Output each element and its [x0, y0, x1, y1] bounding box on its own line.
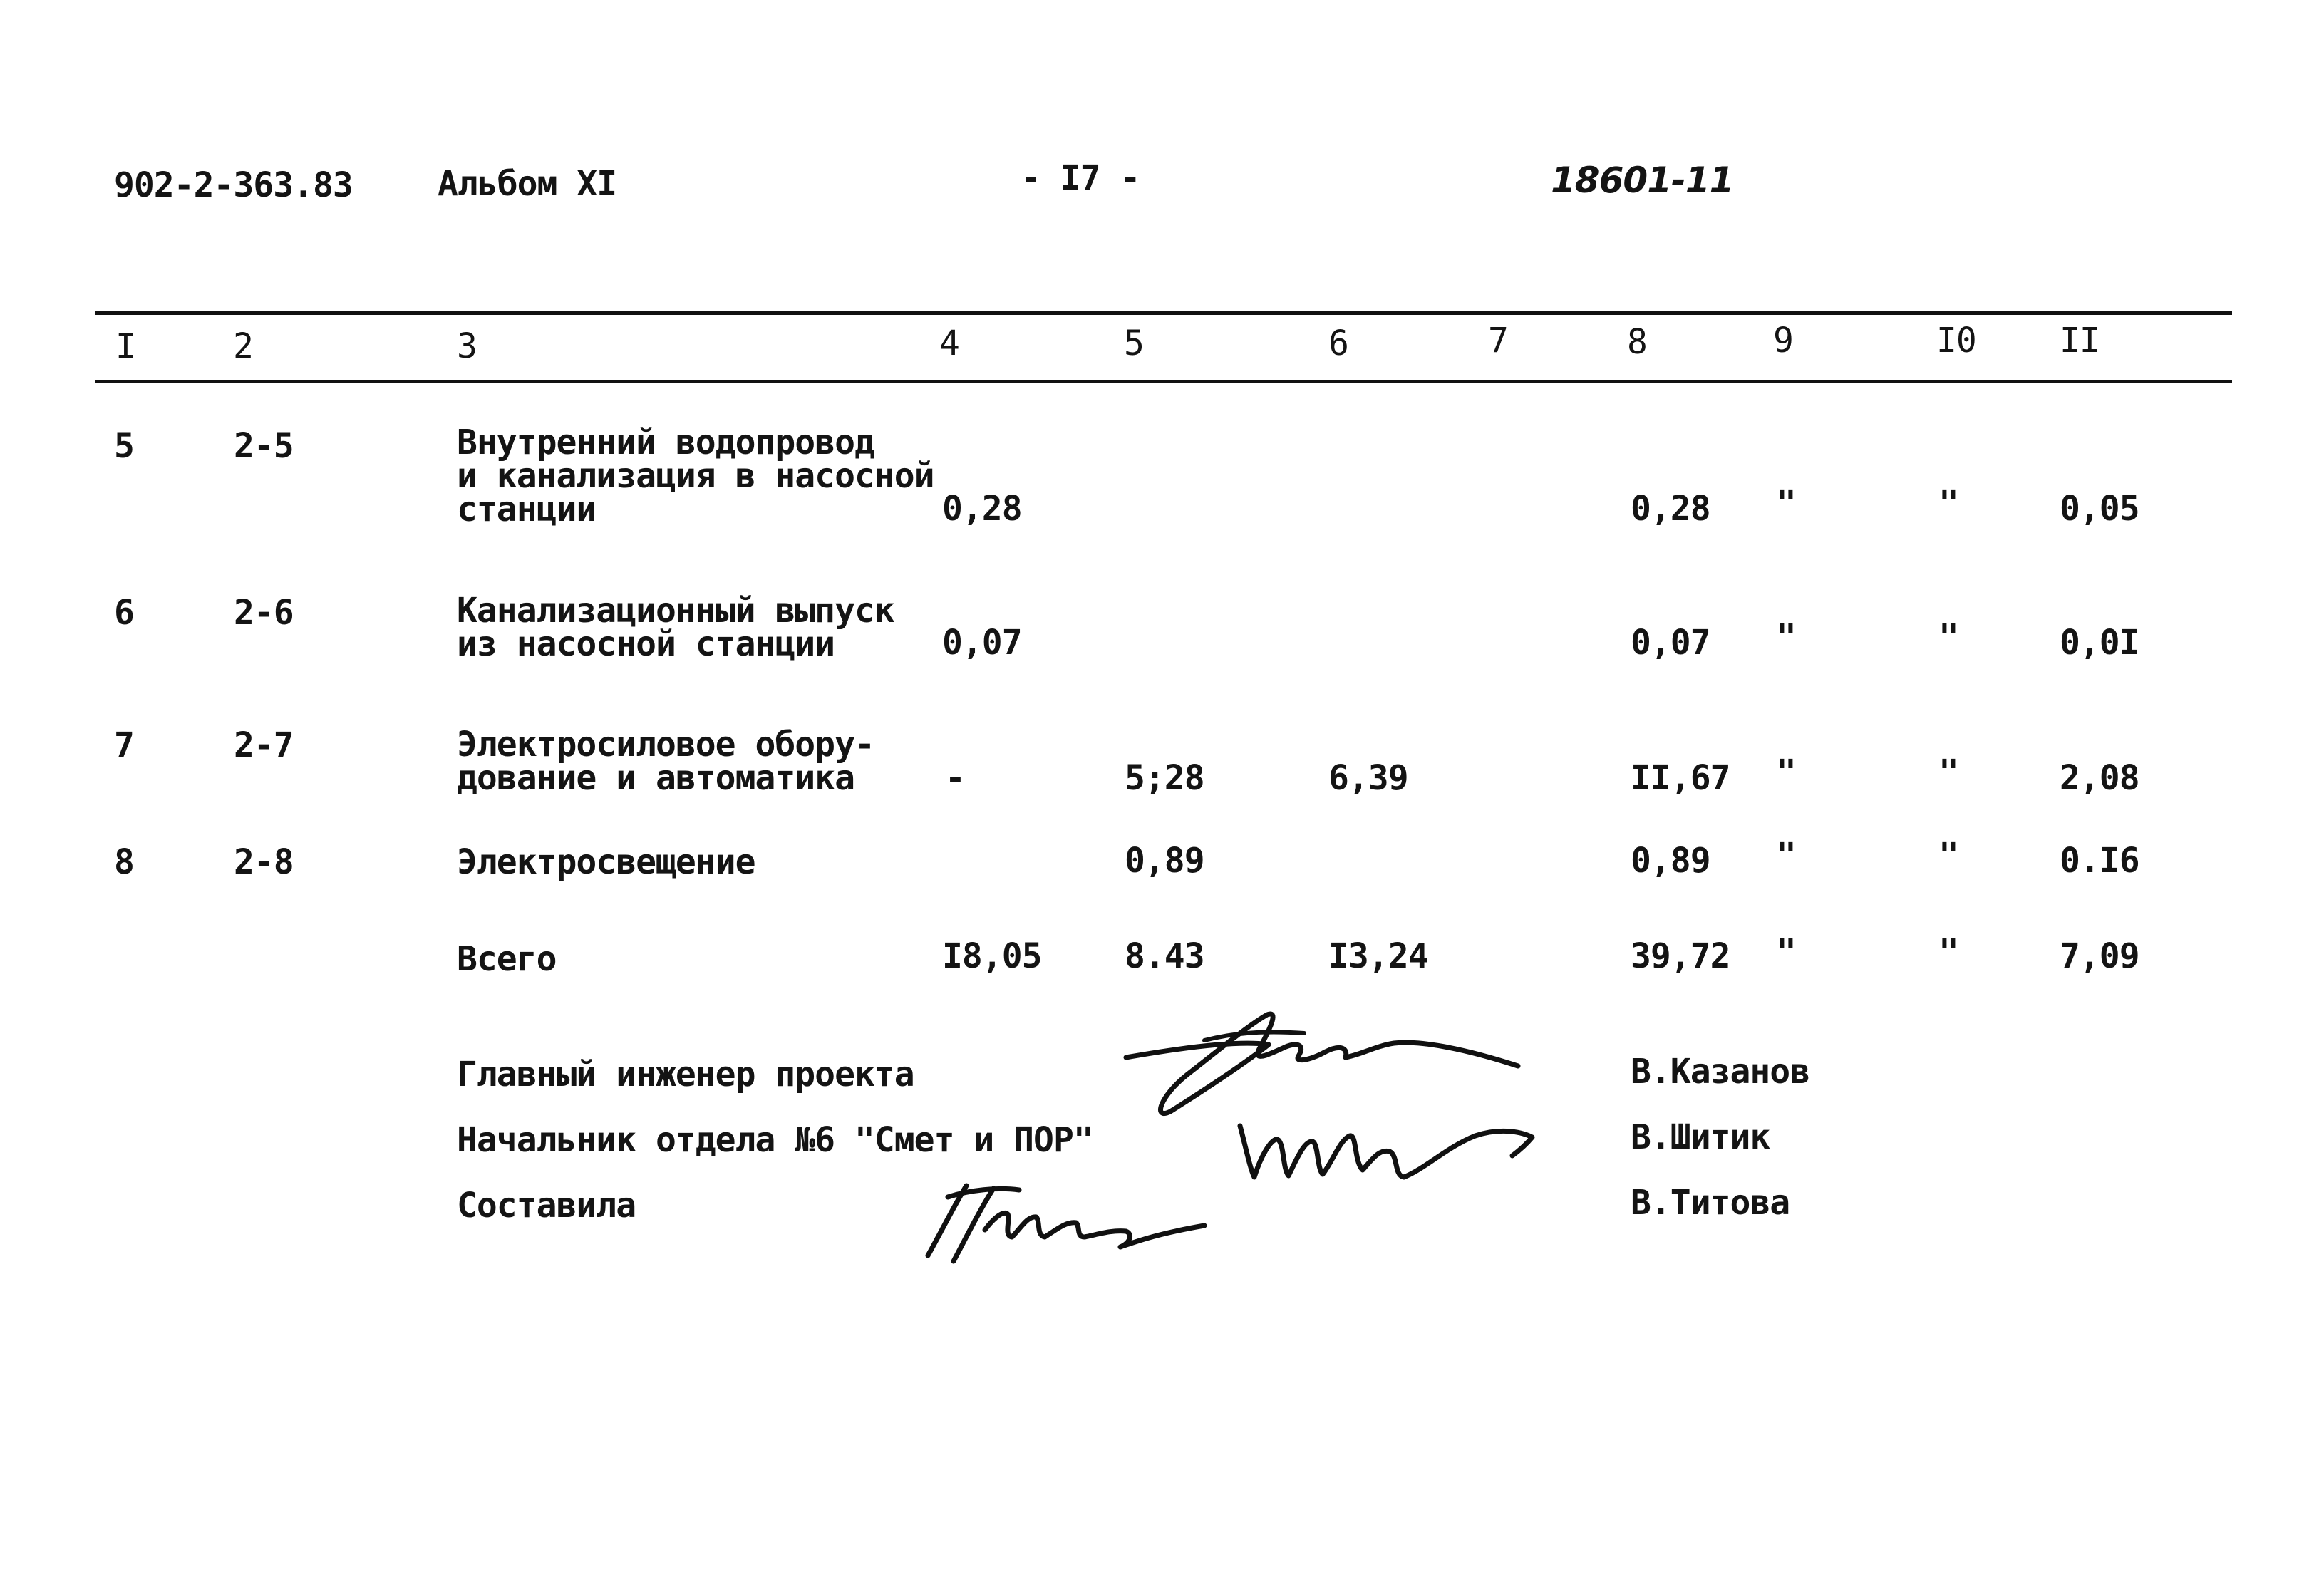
table-header-rule [95, 380, 2232, 383]
row-7-col8: II,67 [1631, 758, 1730, 798]
handwritten-number: 18601-11 [1551, 160, 1734, 201]
row-6-col9: " [1776, 617, 1796, 657]
row-6-no: 6 [114, 593, 134, 633]
signature-shitik-mark [1233, 1112, 1561, 1197]
signature-role-department-head: Начальник отдела №6 "Смет и ПОР" [457, 1120, 1093, 1160]
col-header-5: 5 [1124, 323, 1144, 363]
col-header-6: 6 [1328, 323, 1348, 363]
row-8-col11: 0.I6 [2060, 841, 2139, 881]
row-5-no: 5 [114, 426, 134, 466]
row-5-col9: " [1776, 483, 1796, 523]
signature-name-shitik: В.Шитик [1631, 1117, 1770, 1157]
row-5-col8: 0,28 [1631, 489, 1710, 529]
signature-name-titova: В.Титова [1631, 1183, 1790, 1223]
row-7-name: Электросиловое обору- дование и автоматика [457, 725, 874, 798]
album-label: Альбом XI [438, 164, 617, 204]
total-col6: I3,24 [1328, 936, 1428, 976]
total-col9: " [1776, 932, 1796, 972]
row-5-col10: " [1938, 483, 1958, 523]
total-label: Всего [457, 939, 557, 979]
row-6-col11: 0,0I [2060, 623, 2139, 663]
row-5-col11: 0,05 [2060, 489, 2139, 529]
col-header-11: II [2060, 321, 2100, 361]
row-6-code: 2-6 [234, 593, 294, 633]
col-header-7: 7 [1488, 321, 1508, 361]
row-7-col5: 5;28 [1125, 758, 1204, 798]
row-6-name: Канализационный выпуск из насосной станции [457, 591, 894, 664]
total-col4: I8,05 [942, 936, 1042, 976]
row-8-no: 8 [114, 842, 134, 882]
row-7-code: 2-7 [234, 725, 294, 765]
row-7-col10: " [1938, 752, 1958, 792]
col-header-2: 2 [233, 326, 253, 366]
row-6-col8: 0,07 [1631, 623, 1710, 663]
total-col11: 7,09 [2060, 936, 2139, 976]
col-header-8: 8 [1627, 322, 1647, 362]
total-col5: 8.43 [1125, 936, 1204, 976]
col-header-3: 3 [457, 326, 477, 366]
signature-name-kazanov: В.Казанов [1631, 1052, 1810, 1092]
row-7-col6: 6,39 [1328, 758, 1408, 798]
col-header-10: I0 [1936, 321, 1976, 361]
row-7-col11: 2,08 [2060, 758, 2139, 798]
total-col8: 39,72 [1631, 936, 1730, 976]
doc-code: 902-2-363.83 [114, 165, 353, 205]
row-8-col10: " [1938, 835, 1958, 875]
row-8-col8: 0,89 [1631, 841, 1710, 881]
signature-role-chief-engineer: Главный инженер проекта [457, 1055, 914, 1094]
row-7-col9: " [1776, 752, 1796, 792]
signature-kazanov-mark [1119, 998, 1546, 1126]
table-top-rule [95, 311, 2232, 315]
signature-titova-mark [919, 1169, 1233, 1275]
row-5-code: 2-5 [234, 426, 294, 466]
row-8-col5: 0,89 [1125, 841, 1204, 881]
row-8-name: Электросвещение [457, 842, 755, 882]
row-7-no: 7 [114, 725, 134, 765]
total-col10: " [1938, 932, 1958, 972]
col-header-9: 9 [1773, 321, 1793, 361]
row-6-col10: " [1938, 617, 1958, 657]
row-6-col4: 0,07 [942, 623, 1022, 663]
row-8-code: 2-8 [234, 842, 294, 882]
row-5-name: Внутренний водопровод и канализация в насосной станции [457, 423, 934, 529]
row-8-col9: " [1776, 835, 1796, 875]
page-number: - I7 - [1021, 158, 1140, 198]
col-header-4: 4 [939, 323, 959, 363]
signature-role-compiler: Составила [457, 1186, 636, 1226]
row-5-col4: 0,28 [942, 489, 1022, 529]
row-7-col4: - [945, 758, 965, 798]
col-header-1: I [115, 326, 135, 366]
